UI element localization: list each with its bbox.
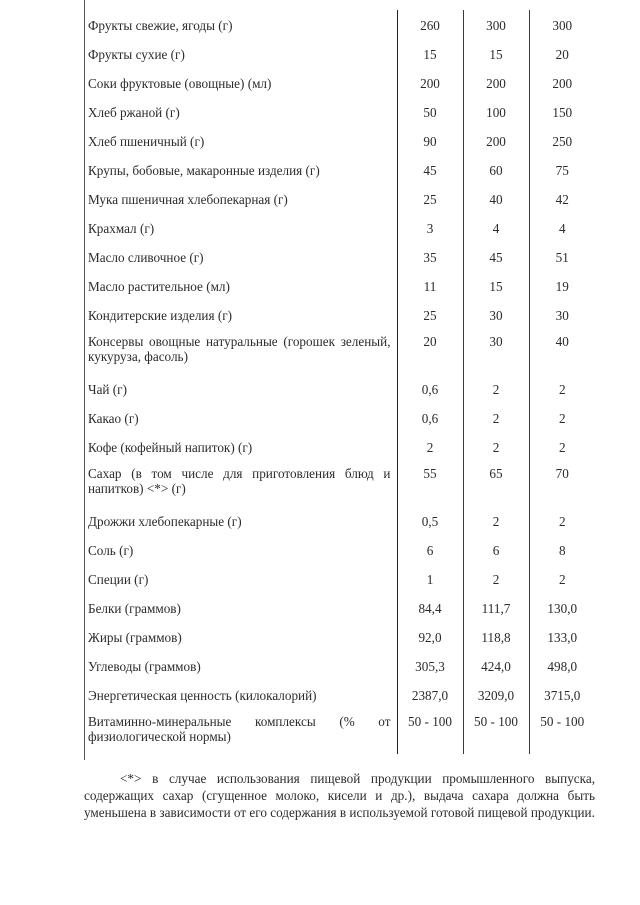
norm-value-cell-1: 92,0 <box>397 622 463 651</box>
product-name-cell: Консервы овощные натуральные (горошек зеленый, кукуруза, фасоль) <box>88 334 391 364</box>
norm-value-cell-2: 45 <box>463 242 529 271</box>
norm-value-cell-1: 25 <box>397 184 463 213</box>
product-name-cell: Дрожжи хлебопекарные (г) <box>88 514 242 529</box>
table-row <box>84 39 595 68</box>
norm-value-cell-2: 50 - 100 <box>463 709 529 754</box>
norm-value-cell-3: 300 <box>529 10 595 39</box>
norm-value-cell-3: 130,0 <box>529 593 595 622</box>
norm-value-cell-1: 0,6 <box>397 403 463 432</box>
table-row <box>84 593 595 622</box>
norm-value-cell-2: 4 <box>463 213 529 242</box>
product-name-cell: Крупы, бобовые, макаронные изделия (г) <box>88 163 320 178</box>
product-name-cell: Энергетическая ценность (килокалорий) <box>88 688 317 703</box>
table-row <box>84 535 595 564</box>
norm-value-cell-3: 4 <box>529 213 595 242</box>
table-row <box>84 564 595 593</box>
norm-value-cell-1: 3 <box>397 213 463 242</box>
norm-value-cell-3: 150 <box>529 97 595 126</box>
norm-value-cell-1: 90 <box>397 126 463 155</box>
norm-value-cell-2: 30 <box>463 300 529 329</box>
norm-value-cell-2: 3209,0 <box>463 680 529 709</box>
norm-value-cell-2: 2 <box>463 374 529 403</box>
norm-value-cell-3: 75 <box>529 155 595 184</box>
norm-value-cell-2: 6 <box>463 535 529 564</box>
norm-value-cell-1: 200 <box>397 68 463 97</box>
product-name-cell: Хлеб пшеничный (г) <box>88 134 205 149</box>
table-row <box>84 461 595 506</box>
table-row <box>84 68 595 97</box>
norm-value-cell-2: 65 <box>463 461 529 506</box>
product-name-cell: Соль (г) <box>88 543 134 558</box>
table-row <box>84 622 595 651</box>
product-name-cell: Крахмал (г) <box>88 221 155 236</box>
norm-value-cell-2: 111,7 <box>463 593 529 622</box>
norm-value-cell-1: 84,4 <box>397 593 463 622</box>
product-name-cell: Белки (граммов) <box>88 601 181 616</box>
product-name-cell: Кофе (кофейный напиток) (г) <box>88 440 253 455</box>
table-row <box>84 403 595 432</box>
norm-value-cell-1: 1 <box>397 564 463 593</box>
norm-value-cell-2: 200 <box>463 126 529 155</box>
norm-value-cell-1: 55 <box>397 461 463 506</box>
norm-value-cell-3: 70 <box>529 461 595 506</box>
norm-value-cell-3: 19 <box>529 271 595 300</box>
table-row <box>84 184 595 213</box>
table-row <box>84 329 595 374</box>
table-row <box>84 680 595 709</box>
norm-value-cell-1: 15 <box>397 39 463 68</box>
norm-value-cell-1: 6 <box>397 535 463 564</box>
norm-value-cell-1: 0,5 <box>397 506 463 535</box>
norm-value-cell-2: 40 <box>463 184 529 213</box>
norm-value-cell-2: 60 <box>463 155 529 184</box>
product-name-cell: Масло сливочное (г) <box>88 250 204 265</box>
norm-value-cell-2: 15 <box>463 271 529 300</box>
norm-value-cell-3: 30 <box>529 300 595 329</box>
norm-value-cell-3: 2 <box>529 506 595 535</box>
table-row <box>84 271 595 300</box>
product-name-cell: Специи (г) <box>88 572 149 587</box>
norm-value-cell-1: 2 <box>397 432 463 461</box>
table-row <box>84 213 595 242</box>
norm-value-cell-2: 15 <box>463 39 529 68</box>
product-name-cell: Углеводы (граммов) <box>88 659 201 674</box>
product-name-cell: Витаминно-минеральные комплексы (% от физиологической нормы) <box>88 714 391 744</box>
norm-value-cell-1: 50 - 100 <box>397 709 463 754</box>
norm-value-cell-2: 30 <box>463 329 529 374</box>
norm-value-cell-3: 250 <box>529 126 595 155</box>
product-name-cell: Кондитерские изделия (г) <box>88 308 233 323</box>
norm-value-cell-3: 20 <box>529 39 595 68</box>
norm-value-cell-3: 2 <box>529 374 595 403</box>
table-row <box>84 374 595 403</box>
product-name-cell: Фрукты сухие (г) <box>88 47 185 62</box>
norm-value-cell-1: 11 <box>397 271 463 300</box>
norm-value-cell-3: 133,0 <box>529 622 595 651</box>
norm-value-cell-3: 42 <box>529 184 595 213</box>
norm-value-cell-1: 0,6 <box>397 374 463 403</box>
norm-value-cell-2: 200 <box>463 68 529 97</box>
product-name-cell: Сахар (в том числе для приготовления блюд и напитков) <*> (г) <box>88 466 391 496</box>
norm-value-cell-1: 45 <box>397 155 463 184</box>
norm-value-cell-2: 100 <box>463 97 529 126</box>
table-row <box>84 242 595 271</box>
norm-value-cell-3: 200 <box>529 68 595 97</box>
table-row <box>84 10 595 39</box>
table-row <box>84 126 595 155</box>
table-row <box>84 300 595 329</box>
norm-value-cell-1: 2387,0 <box>397 680 463 709</box>
norm-value-cell-2: 300 <box>463 10 529 39</box>
norm-value-cell-1: 50 <box>397 97 463 126</box>
norm-value-cell-1: 35 <box>397 242 463 271</box>
norm-value-cell-2: 118,8 <box>463 622 529 651</box>
norm-value-cell-3: 2 <box>529 403 595 432</box>
table-row <box>84 155 595 184</box>
product-name-cell: Фрукты свежие, ягоды (г) <box>88 18 233 33</box>
food-norms-table <box>84 10 595 754</box>
table-row <box>84 506 595 535</box>
norm-value-cell-2: 2 <box>463 432 529 461</box>
norm-value-cell-3: 3715,0 <box>529 680 595 709</box>
norm-value-cell-3: 51 <box>529 242 595 271</box>
product-name-cell: Мука пшеничная хлебопекарная (г) <box>88 192 288 207</box>
product-name-cell: Масло растительное (мл) <box>88 279 230 294</box>
norm-value-cell-3: 50 - 100 <box>529 709 595 754</box>
product-name-cell: Соки фруктовые (овощные) (мл) <box>88 76 272 91</box>
norm-value-cell-1: 25 <box>397 300 463 329</box>
product-name-cell: Хлеб ржаной (г) <box>88 105 180 120</box>
sugar-footnote: <*> в случае использования пищевой продукции промышленного выпуска, содержащих сахар (сгущенное молоко, кисели и др.), выдача сахара должна быть уменьшена в зависимости от его содержания в используемой готовой пищевой продукции. <box>84 771 595 820</box>
norm-value-cell-2: 424,0 <box>463 651 529 680</box>
table-row <box>84 709 595 754</box>
norm-value-cell-3: 2 <box>529 564 595 593</box>
norm-value-cell-3: 2 <box>529 432 595 461</box>
product-name-cell: Жиры (граммов) <box>88 630 182 645</box>
norm-value-cell-2: 2 <box>463 506 529 535</box>
norm-value-cell-2: 2 <box>463 403 529 432</box>
norm-value-cell-1: 20 <box>397 329 463 374</box>
norm-value-cell-1: 260 <box>397 10 463 39</box>
norm-value-cell-1: 305,3 <box>397 651 463 680</box>
table-row <box>84 97 595 126</box>
table-row <box>84 432 595 461</box>
table-row <box>84 651 595 680</box>
product-name-cell: Чай (г) <box>88 382 127 397</box>
product-name-cell: Какао (г) <box>88 411 139 426</box>
norm-value-cell-3: 498,0 <box>529 651 595 680</box>
norm-value-cell-3: 8 <box>529 535 595 564</box>
norm-value-cell-2: 2 <box>463 564 529 593</box>
norm-value-cell-3: 40 <box>529 329 595 374</box>
